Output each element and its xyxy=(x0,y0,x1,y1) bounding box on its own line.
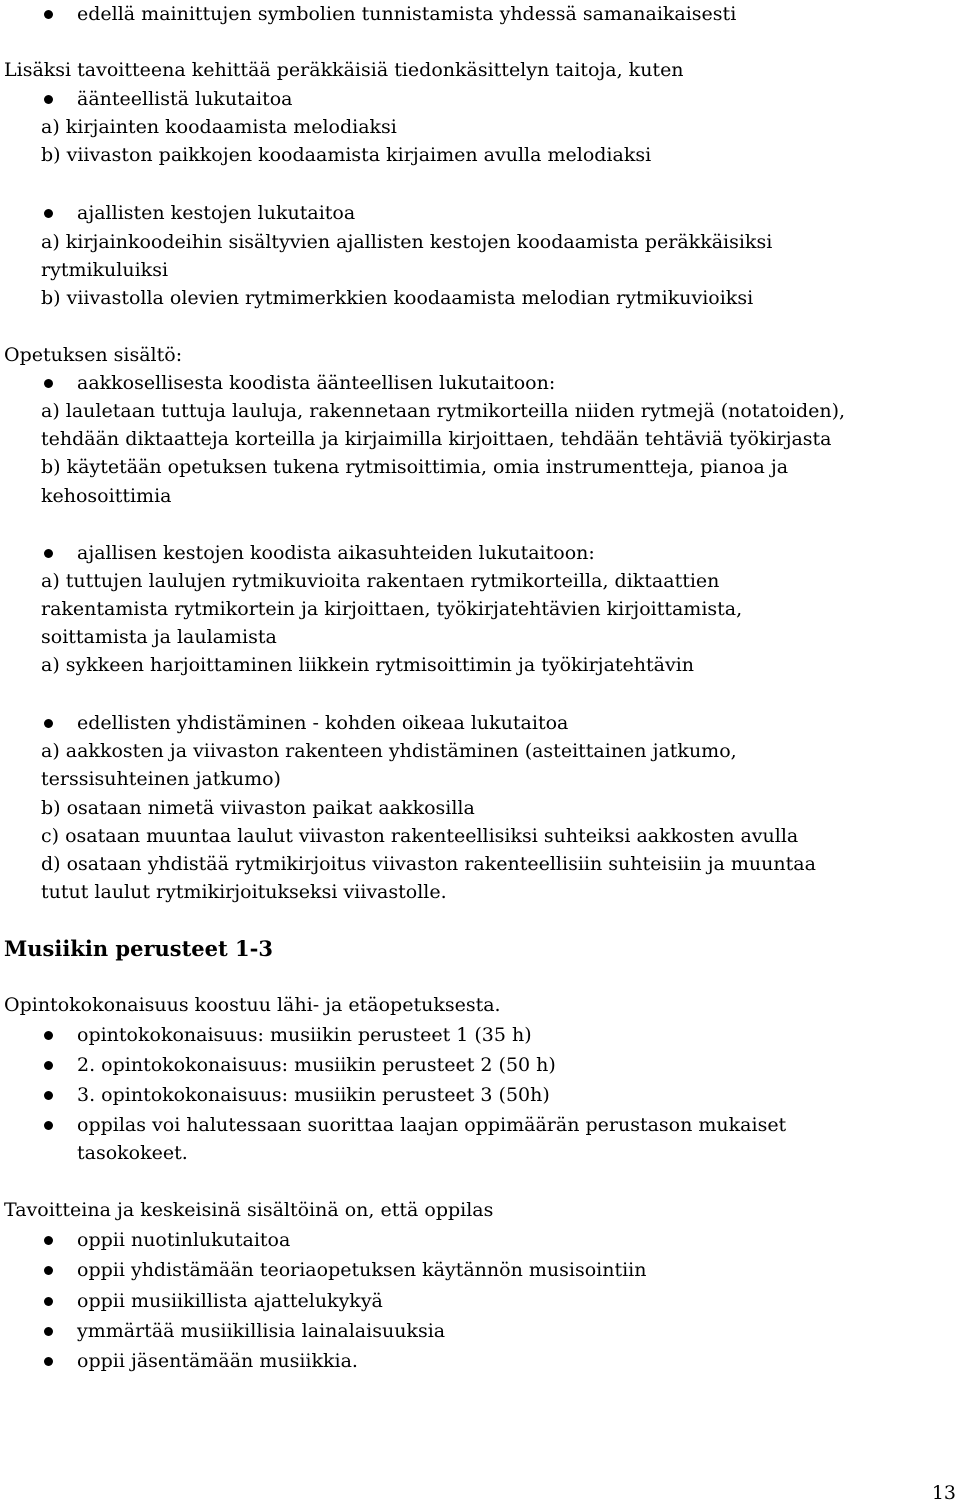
list-subitem: rakentamista rytmikortein ja kirjoittaen, työkirjatehtävien kirjoittamista, xyxy=(41,598,743,620)
paragraph: Opintokokonaisuus koostuu lähi- ja etäopetuksesta. xyxy=(4,994,501,1016)
list-subitem: kehosoittimia xyxy=(41,485,172,507)
list-item: ajallisen kestojen koodista aikasuhteiden lukutaitoon: xyxy=(77,542,595,564)
list-item: edellä mainittujen symbolien tunnistamista yhdessä samanaikaisesti xyxy=(77,3,737,25)
list-item: oppii jäsentämään musiikkia. xyxy=(77,1350,358,1372)
section-heading: Opetuksen sisältö: xyxy=(4,344,183,366)
list-item: äänteellistä lukutaitoa xyxy=(77,88,293,110)
section-title: Musiikin perusteet 1-3 xyxy=(4,936,273,961)
bullet-icon xyxy=(44,1266,53,1275)
list-subitem: b) viivastolla olevien rytmimerkkien koodaamista melodian rytmikuvioiksi xyxy=(41,287,754,309)
bullet-icon xyxy=(44,1061,53,1070)
bullet-icon xyxy=(44,1031,53,1040)
list-item: aakkosellisesta koodista äänteellisen lukutaitoon: xyxy=(77,372,556,394)
list-subitem: b) osataan nimetä viivaston paikat aakkosilla xyxy=(41,797,475,819)
list-item: edellisten yhdistäminen - kohden oikeaa lukutaitoa xyxy=(77,712,569,734)
page-number: 13 xyxy=(931,1482,956,1504)
paragraph: Lisäksi tavoitteena kehittää peräkkäisiä tiedonkäsittelyn taitoja, kuten xyxy=(4,59,684,81)
list-item: ajallisten kestojen lukutaitoa xyxy=(77,202,356,224)
bullet-icon xyxy=(44,1357,53,1366)
list-item: oppilas voi halutessaan suorittaa laajan oppimäärän perustason mukaiset xyxy=(77,1114,787,1136)
bullet-icon xyxy=(44,1297,53,1306)
list-item: oppii yhdistämään teoriaopetuksen käytännön musisointiin xyxy=(77,1259,647,1281)
bullet-icon xyxy=(44,95,53,104)
list-item: oppii nuotinlukutaitoa xyxy=(77,1229,291,1251)
list-item: ymmärtää musiikillisia lainalaisuuksia xyxy=(77,1320,446,1342)
list-item: oppii musiikillista ajattelukykyä xyxy=(77,1290,383,1312)
bullet-icon xyxy=(44,719,53,728)
bullet-icon xyxy=(44,1327,53,1336)
list-subitem: b) käytetään opetuksen tukena rytmisoittimia, omia instrumentteja, pianoa ja xyxy=(41,456,789,478)
list-subitem: soittamista ja laulamista xyxy=(41,626,277,648)
bullet-icon xyxy=(44,209,53,218)
list-subitem: tutut laulut rytmikirjoitukseksi viivastolle. xyxy=(41,881,447,903)
list-subitem: d) osataan yhdistää rytmikirjoitus viivaston rakenteellisiin suhteisiin ja muuntaa xyxy=(41,853,816,875)
list-subitem: a) kirjainten koodaamista melodiaksi xyxy=(41,116,397,138)
bullet-icon xyxy=(44,1091,53,1100)
bullet-icon xyxy=(44,549,53,558)
bullet-icon xyxy=(44,10,53,19)
list-item-continuation: tasokokeet. xyxy=(77,1142,188,1164)
list-subitem: a) kirjainkoodeihin sisältyvien ajallisten kestojen koodaamista peräkkäisiksi xyxy=(41,231,773,253)
list-subitem: a) sykkeen harjoittaminen liikkein rytmisoittimin ja työkirjatehtävin xyxy=(41,654,695,676)
bullet-icon xyxy=(44,1121,53,1130)
list-subitem: a) tuttujen laulujen rytmikuvioita rakentaen rytmikorteilla, diktaattien xyxy=(41,570,720,592)
bullet-icon xyxy=(44,379,53,388)
paragraph: Tavoitteina ja keskeisinä sisältöinä on, että oppilas xyxy=(4,1199,494,1221)
list-subitem: c) osataan muuntaa laulut viivaston rakenteellisiksi suhteiksi aakkosten avulla xyxy=(41,825,799,847)
bullet-icon xyxy=(44,1236,53,1245)
list-subitem: b) viivaston paikkojen koodaamista kirjaimen avulla melodiaksi xyxy=(41,144,652,166)
list-item: opintokokonaisuus: musiikin perusteet 1 (35 h) xyxy=(77,1024,532,1046)
list-subitem: a) aakkosten ja viivaston rakenteen yhdistäminen (asteittainen jatkumo, xyxy=(41,740,737,762)
list-item: 2. opintokokonaisuus: musiikin perusteet 2 (50 h) xyxy=(77,1054,556,1076)
list-subitem: a) lauletaan tuttuja lauluja, rakennetaan rytmikorteilla niiden rytmejä (notatoiden), xyxy=(41,400,846,422)
list-item: 3. opintokokonaisuus: musiikin perusteet 3 (50h) xyxy=(77,1084,550,1106)
list-subitem: tehdään diktaatteja korteilla ja kirjaimilla kirjoittaen, tehdään tehtäviä työkirjasta xyxy=(41,428,832,450)
list-subitem: rytmikuluiksi xyxy=(41,259,169,281)
list-subitem: terssisuhteinen jatkumo) xyxy=(41,768,281,790)
